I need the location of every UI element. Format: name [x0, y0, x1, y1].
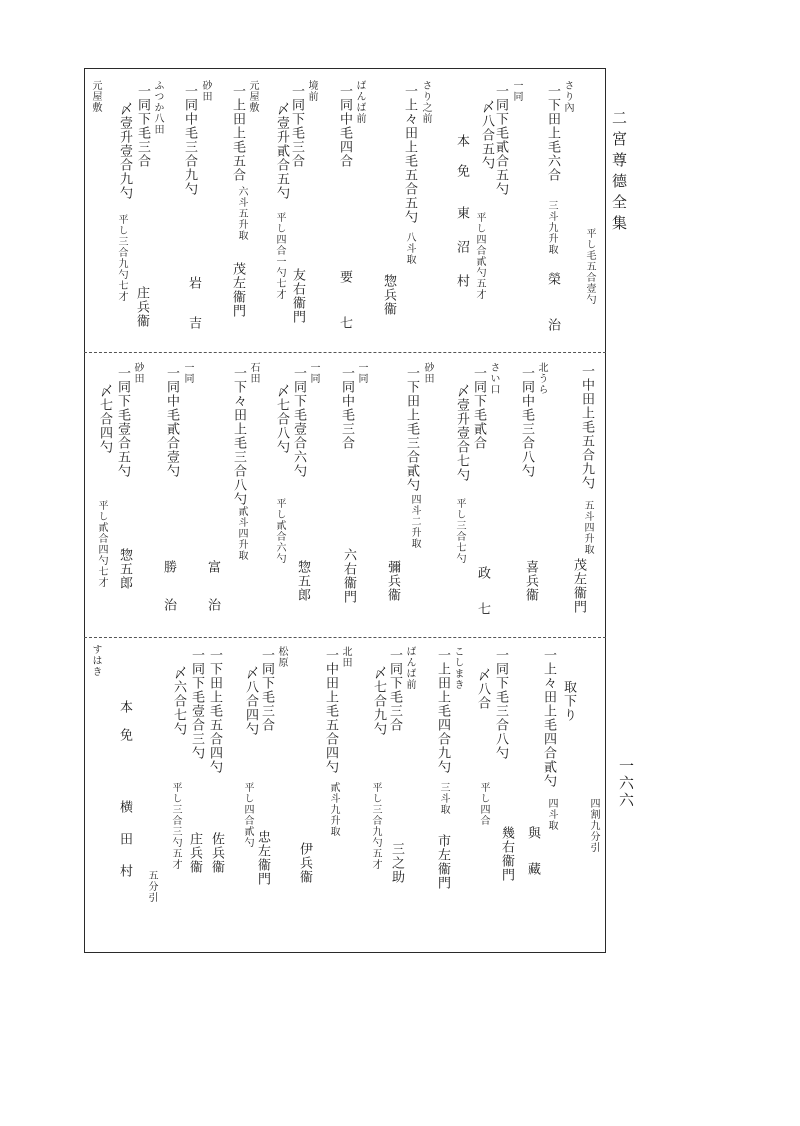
entry: 貳斗四升取	[236, 506, 247, 561]
entry: 平し三合七勺	[454, 498, 465, 564]
entry: 三斗取	[438, 782, 449, 815]
entry: 市左衞門	[435, 834, 450, 890]
page-number: 一六六	[617, 758, 635, 809]
entry: 伊兵衞	[297, 842, 312, 884]
entry: 一同	[308, 362, 319, 384]
entry: 砂田	[422, 362, 433, 384]
entry: 一同下毛貳合五勺	[493, 84, 508, 196]
entry: 一同下毛壹合五勺	[115, 366, 130, 478]
entry: 沼	[454, 240, 469, 254]
entry: 一中田上毛五合九勺	[579, 364, 594, 490]
entry: 〆六合七勺	[171, 666, 186, 736]
entry: 横	[117, 800, 132, 814]
entry: 惣五郎	[117, 548, 132, 590]
entry: 取下り	[561, 680, 576, 722]
entry: 一下田上毛六合	[545, 84, 560, 182]
entry: 元屋敷	[90, 80, 101, 113]
entry: 平し四合一勺七才	[274, 212, 285, 300]
entry: 砂田	[132, 362, 143, 384]
entry: 庄兵衞	[134, 286, 149, 328]
entry: さり內	[562, 80, 573, 113]
entry: 七	[475, 602, 490, 616]
entry: 一同下毛三合	[387, 648, 402, 732]
entry: 勝	[161, 560, 176, 574]
entry: さい口	[488, 362, 499, 395]
section-divider	[84, 637, 606, 638]
entry: 與	[525, 826, 540, 840]
entry: 一同	[511, 80, 522, 102]
entry: 四斗取	[546, 798, 557, 831]
entry: 元屋敷	[247, 80, 258, 113]
entry: 治	[205, 598, 220, 612]
entry: 一同下毛三合八勺	[493, 648, 508, 760]
entry: 四割九分引	[588, 798, 599, 853]
entry: 茂左衞門	[230, 262, 245, 318]
entry: 平し貳合四勺七才	[96, 500, 107, 588]
entry: 一同中毛四合	[337, 84, 352, 168]
entry: 免	[454, 164, 469, 178]
entry: 一中田上毛五合四勺	[323, 648, 338, 774]
entry: 岩	[186, 276, 201, 290]
entry: 一同	[182, 362, 193, 384]
entry: 惣五郎	[295, 560, 310, 602]
entry: 政	[475, 566, 490, 580]
entry: 北田	[340, 646, 351, 668]
entry: 八斗取	[404, 232, 415, 265]
page-frame	[84, 68, 606, 953]
entry: 彌兵衞	[385, 560, 400, 602]
entry: 五分引	[146, 870, 157, 903]
entry: 一上田上毛五合	[230, 84, 245, 182]
entry: 六斗五升取	[236, 186, 247, 241]
entry: 〆七合八勺	[274, 384, 289, 454]
entry: 平し四合貳勺	[242, 782, 253, 848]
entry: 一上々田上毛五合五勺	[402, 84, 417, 224]
entry: 幾右衞門	[499, 826, 514, 882]
entry: 三斗九升取	[546, 200, 557, 255]
entry: 〆八合四勺	[243, 666, 258, 736]
entry: 一同下毛三合	[135, 84, 150, 168]
entry: 〆壹升壹合九勺	[117, 102, 132, 200]
entry: 富	[205, 560, 220, 574]
entry: 平し四合	[478, 782, 489, 826]
entry: 〆壹升壹合七勺	[454, 384, 469, 482]
entry: 一同中毛三合九勺	[182, 84, 197, 196]
entry: 茂左衞門	[571, 558, 586, 614]
entry: 一同下毛貳合	[471, 366, 486, 450]
entry: 平し三合三勺五才	[170, 782, 181, 870]
entry: 免	[117, 728, 132, 742]
entry: 治	[161, 598, 176, 612]
entry: 田	[117, 832, 132, 846]
entry: 一下々田上毛三合八勺	[231, 366, 246, 506]
entry: 東	[454, 206, 469, 220]
entry: 一上々田上毛四合貳勺	[541, 648, 556, 788]
entry: 一同中毛三合	[339, 366, 354, 450]
entry: 庄兵衞	[187, 832, 202, 874]
entry: 一同下毛壹合六勺	[291, 366, 306, 478]
entry: 友右衞門	[290, 268, 305, 324]
entry: 本	[117, 700, 132, 714]
entry: 一同中毛貳合壹勺	[164, 366, 179, 478]
entry: 七	[337, 316, 352, 330]
entry: 村	[454, 274, 469, 288]
entry: 平し四合貳勺五才	[474, 212, 485, 300]
entry: 一同中毛三合八勺	[519, 366, 534, 478]
entry: 〆七合四勺	[97, 384, 112, 454]
entry: 境前	[306, 80, 317, 102]
entry: 治	[545, 318, 560, 332]
entry: 榮	[545, 272, 560, 286]
entry: 佐兵衞	[209, 832, 224, 874]
entry: 四斗二升取	[409, 494, 420, 549]
entry: 松原	[276, 646, 287, 668]
entry: 砂田	[200, 80, 211, 102]
entry: こしまき	[452, 646, 463, 690]
entry: 石田	[248, 362, 259, 384]
running-title: 二宮尊德全集	[610, 110, 628, 236]
entry: 本	[454, 134, 469, 148]
entry: すはき	[90, 644, 101, 677]
entry: 一同下毛三合	[259, 648, 274, 732]
entry: ふつか八田	[152, 80, 163, 135]
entry: 藏	[525, 862, 540, 876]
entry: 平し三合九勺七才	[116, 214, 127, 302]
entry: 一下田上毛五合四勺	[207, 648, 222, 774]
entry: 〆八合五勺	[479, 100, 494, 170]
entry: 吉	[186, 316, 201, 330]
entry: 惣兵衞	[381, 274, 396, 316]
section-divider	[84, 352, 606, 353]
entry: ばんば前	[354, 80, 365, 124]
entry: 一下田上毛三合貳勺	[404, 366, 419, 492]
entry: 〆壹升貳合五勺	[274, 102, 289, 200]
entry: 一同	[356, 362, 367, 384]
entry: さり之前	[420, 80, 431, 124]
entry: 忠左衞門	[255, 830, 270, 886]
entry: 一同下毛三合	[289, 84, 304, 168]
entry: 一上田上毛四合九勺	[435, 648, 450, 774]
entry: 一同下毛壹合三勺	[189, 648, 204, 760]
entry: 五斗四升取	[582, 500, 593, 555]
entry: ばんば前	[404, 646, 415, 690]
entry: 〆七合九勺	[371, 666, 386, 736]
entry: 貳斗九升取	[328, 782, 339, 837]
entry: 六右衞門	[341, 548, 356, 604]
entry: 平し三合九勺五才	[370, 782, 381, 870]
entry: 三之助	[389, 842, 404, 884]
entry: 〆八合	[475, 668, 490, 710]
entry: 喜兵衞	[523, 560, 538, 602]
entry: 要	[337, 270, 352, 284]
entry: 平し貳合六勺	[274, 498, 285, 564]
entry: 村	[117, 864, 132, 878]
entry: 北うら	[536, 362, 547, 395]
entry: 平し毛五合壹勺	[584, 228, 595, 305]
